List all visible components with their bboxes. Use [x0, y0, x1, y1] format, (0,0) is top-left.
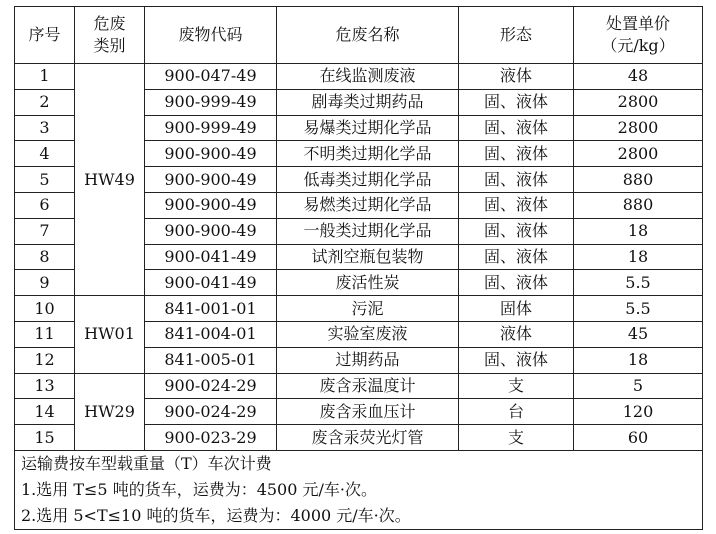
cell-name: 剧毒类过期药品 [277, 89, 459, 115]
cell-code: 841-004-01 [145, 321, 277, 347]
header-form: 形态 [459, 7, 574, 64]
cell-price: 880 [574, 167, 703, 193]
cell-form: 固、液体 [459, 167, 574, 193]
cell-category: HW49 [75, 64, 145, 296]
cell-no: 1 [15, 64, 75, 90]
cell-no: 4 [15, 141, 75, 167]
cell-name: 废活性炭 [277, 270, 459, 296]
cell-name: 易爆类过期化学品 [277, 115, 459, 141]
cell-form: 支 [459, 425, 574, 451]
cell-form: 固体 [459, 296, 574, 322]
cell-form: 固、液体 [459, 218, 574, 244]
cell-code: 900-023-29 [145, 425, 277, 451]
header-price-line2: （元/kg） [601, 36, 675, 55]
cell-no: 8 [15, 244, 75, 270]
header-no: 序号 [15, 7, 75, 64]
cell-form: 台 [459, 399, 574, 425]
note-row [15, 450, 703, 477]
cell-name: 废含汞血压计 [277, 399, 459, 425]
cell-price: 45 [574, 321, 703, 347]
cell-name: 低毒类过期化学品 [277, 167, 459, 193]
header-category-line2: 类别 [93, 36, 126, 55]
header-code: 废物代码 [145, 7, 277, 64]
cell-form: 支 [459, 373, 574, 399]
cell-form: 固、液体 [459, 192, 574, 218]
cell-category: HW01 [75, 296, 145, 373]
cell-code: 900-900-49 [145, 192, 277, 218]
cell-code: 841-001-01 [145, 296, 277, 322]
table-row [15, 373, 703, 399]
cell-name: 试剂空瓶包装物 [277, 244, 459, 270]
cell-price: 18 [574, 347, 703, 373]
cell-price: 120 [574, 399, 703, 425]
cell-form: 固、液体 [459, 347, 574, 373]
cell-name: 实验室废液 [277, 321, 459, 347]
cell-price: 48 [574, 64, 703, 90]
waste-price-table [14, 6, 703, 530]
cell-code: 900-900-49 [145, 218, 277, 244]
cell-name: 在线监测废液 [277, 64, 459, 90]
note-text: 1.选用 T≤5 吨的货车，运费为：4500 元/车·次。 [15, 477, 703, 503]
table-body [15, 64, 703, 451]
cell-price: 18 [574, 218, 703, 244]
cell-no: 12 [15, 347, 75, 373]
cell-code: 900-047-49 [145, 64, 277, 90]
cell-name: 废含汞荧光灯管 [277, 425, 459, 451]
cell-name: 过期药品 [277, 347, 459, 373]
cell-price: 60 [574, 425, 703, 451]
cell-code: 900-999-49 [145, 89, 277, 115]
cell-price: 880 [574, 192, 703, 218]
table-header-row [15, 7, 703, 64]
cell-form: 固、液体 [459, 244, 574, 270]
cell-no: 15 [15, 425, 75, 451]
cell-form: 固、液体 [459, 89, 574, 115]
header-price [574, 7, 703, 64]
cell-code: 841-005-01 [145, 347, 277, 373]
cell-form: 液体 [459, 64, 574, 90]
note-row [15, 503, 703, 530]
cell-form: 固、液体 [459, 115, 574, 141]
cell-code: 900-024-29 [145, 373, 277, 399]
cell-code: 900-900-49 [145, 167, 277, 193]
cell-form: 液体 [459, 321, 574, 347]
cell-price: 5.5 [574, 296, 703, 322]
cell-price: 2800 [574, 89, 703, 115]
cell-name: 废含汞温度计 [277, 373, 459, 399]
header-name: 危废名称 [277, 7, 459, 64]
cell-no: 14 [15, 399, 75, 425]
cell-no: 2 [15, 89, 75, 115]
cell-no: 5 [15, 167, 75, 193]
cell-price: 2800 [574, 141, 703, 167]
notes-section [15, 450, 703, 529]
header-category [75, 7, 145, 64]
header-price-line1: 处置单价 [605, 14, 670, 33]
cell-form: 固、液体 [459, 141, 574, 167]
cell-code: 900-041-49 [145, 270, 277, 296]
note-row [15, 477, 703, 503]
note-text: 运输费按车型载重量（T）车次计费 [15, 450, 703, 477]
table-row [15, 64, 703, 90]
cell-no: 7 [15, 218, 75, 244]
cell-no: 9 [15, 270, 75, 296]
table-row [15, 296, 703, 322]
cell-no: 13 [15, 373, 75, 399]
cell-name: 一般类过期化学品 [277, 218, 459, 244]
cell-code: 900-999-49 [145, 115, 277, 141]
cell-category: HW29 [75, 373, 145, 450]
cell-price: 5.5 [574, 270, 703, 296]
note-text: 2.选用 5<T≤10 吨的货车，运费为：4000 元/车·次。 [15, 503, 703, 530]
cell-code: 900-900-49 [145, 141, 277, 167]
cell-no: 3 [15, 115, 75, 141]
cell-price: 2800 [574, 115, 703, 141]
cell-no: 10 [15, 296, 75, 322]
cell-price: 18 [574, 244, 703, 270]
cell-code: 900-024-29 [145, 399, 277, 425]
cell-no: 6 [15, 192, 75, 218]
cell-name: 不明类过期化学品 [277, 141, 459, 167]
cell-form: 固、液体 [459, 270, 574, 296]
cell-price: 5 [574, 373, 703, 399]
cell-name: 易燃类过期化学品 [277, 192, 459, 218]
cell-no: 11 [15, 321, 75, 347]
cell-name: 污泥 [277, 296, 459, 322]
header-category-line1: 危废 [93, 14, 126, 33]
cell-code: 900-041-49 [145, 244, 277, 270]
